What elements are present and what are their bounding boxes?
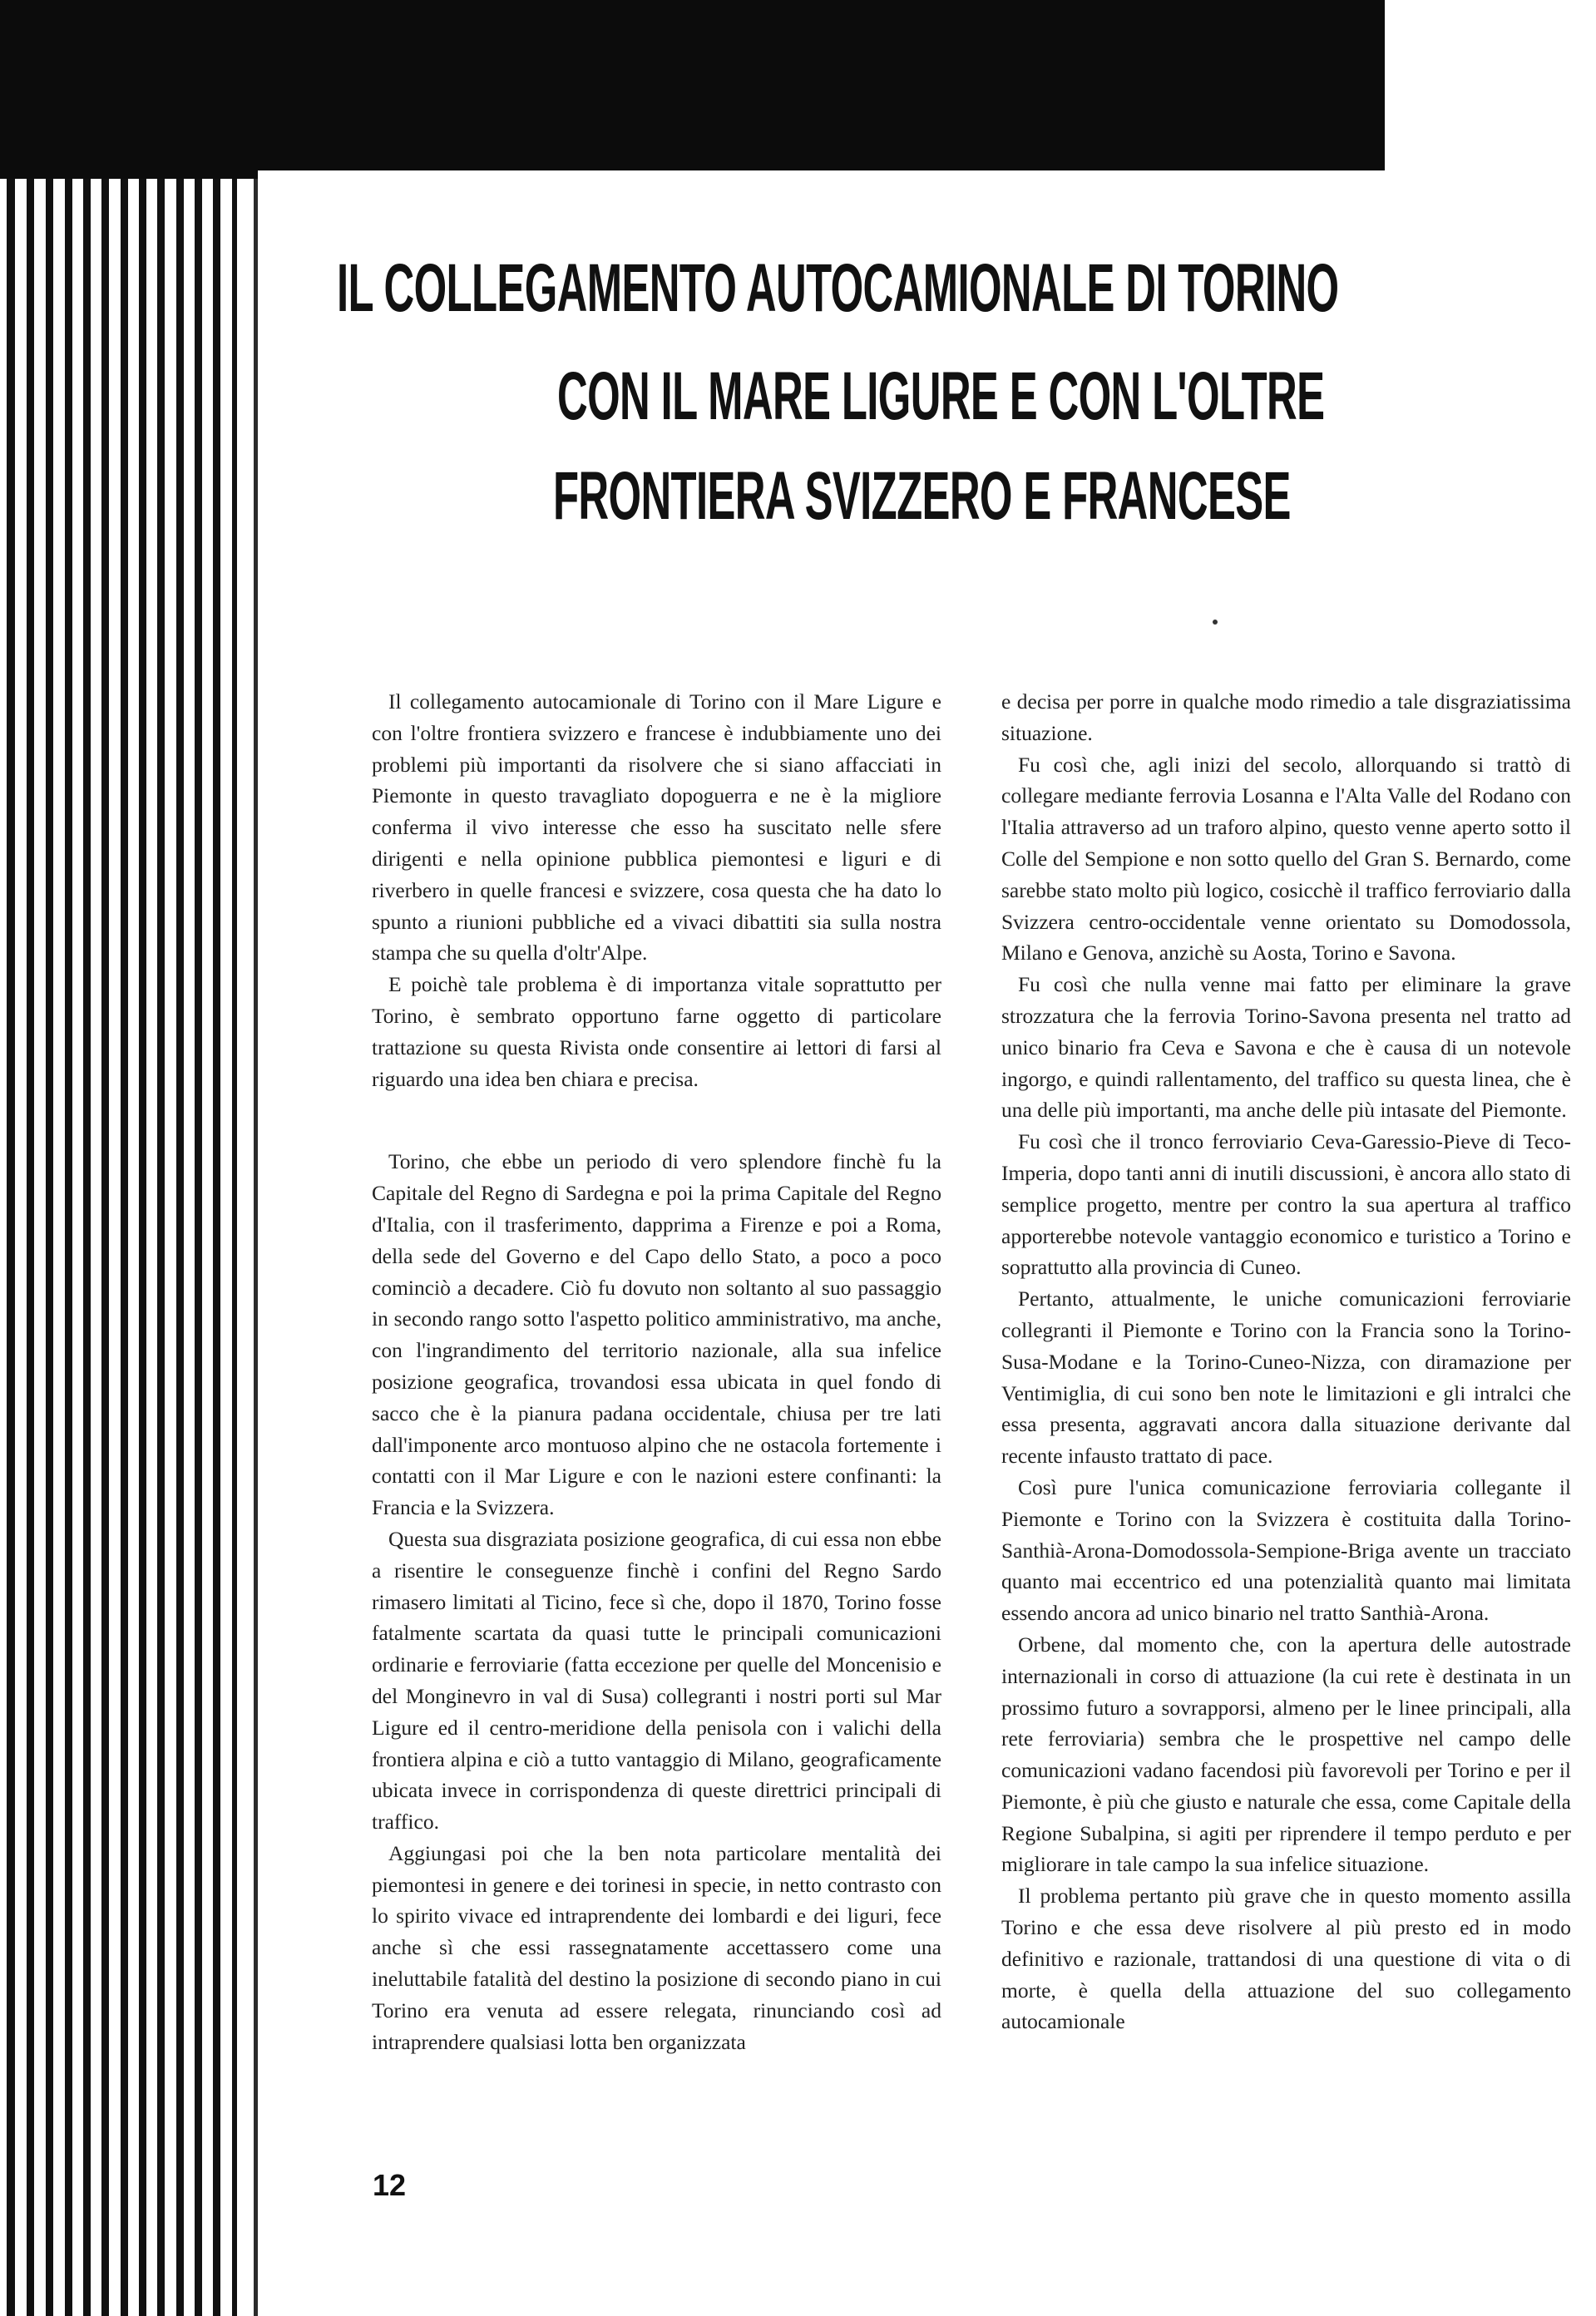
paragraph: Pertanto, attualmente, le uniche comunicazioni ferroviarie collegranti il Piemonte e Torino con la Francia sono la Torino-Susa-Modane e la Torino-Cuneo-Nizza, con diramazione per Ventimiglia, di cui sono ben note le limitazioni e gli intralci che essa presenta, aggravati ancora dalla situazione derivante dal recente infausto trattato di pace. xyxy=(1001,1286,1571,1469)
paragraph: e decisa per porre in qualche modo rimedio a tale disgraziatissima situazione. xyxy=(1001,689,1571,745)
page-edges-stack xyxy=(0,179,258,2316)
text-column-left xyxy=(372,686,941,2057)
title-line-3: FRONTIERA SVIZZERO E FRANCESE xyxy=(553,458,1291,534)
title-line-1: IL COLLEGAMENTO AUTOCAMIONALE DI TORINO xyxy=(337,250,1339,326)
paragraph: Torino, che ebbe un periodo di vero splendore finchè fu la Capitale del Regno di Sardegna e poi la prima Capitale del Regno d'Italia, con il trasferimento, dapprima a Firenze e poi a Roma, della sede del Governo e del Capo dello Stato, a poco a poco cominciò a decadere. Ciò fu dovuto non soltanto al suo passaggio in secondo rango sotto l'aspetto politico amministrativo, ma anche, con l'ingrandimento del territorio nazionale, alla sua infelice posizione geografica, trovandosi essa ubicata in quel fondo di sacco che è la pianura padana occidentale, chiusa per tre lati dall'imponente arco montuoso alpino che ne ostacola fortemente i contatti con il Mar Ligure e con le nazioni estere confinanti: la Francia e la Svizzera. xyxy=(372,1149,941,1520)
paragraph: Fu così che, agli inizi del secolo, allorquando si trattò di collegare mediante ferrovia Losanna e l'Alta Valle del Rodano con l'Italia attraverso ad un traforo alpino, questo venne aperto sotto il Colle del Sempione e non sotto quello del Gran S. Bernardo, come sarebbe stato molto più logico, cosicchè il traffico ferroviario dalla Svizzera centro-occidentale venne orientato su Domodossola, Milano e Genova, anzichè su Aosta, Torino e Savona. xyxy=(1001,752,1571,965)
paragraph: Fu così che il tronco ferroviario Ceva-Garessio-Pieve di Teco-Imperia, dopo tanti anni di inutili discussioni, è ancora allo stato di semplice progetto, mentre per contro la sua apertura al traffico apporterebbe notevole vantaggio economico e turistico a Torino e soprattutto alla provincia di Cuneo. xyxy=(1001,1129,1571,1280)
paragraph: Così pure l'unica comunicazione ferroviaria collegante il Piemonte e Torino con la Svizzera è costituita dalla Torino-Santhià-Arona-Domodossola-Sempione-Briga avente un tracciato quanto mai eccentrico ed una potenzialità quanto mai limitata essendo ancora ad unico binario nel tratto Santhià-Arona. xyxy=(1001,1474,1571,1626)
paragraph: Questa sua disgraziata posizione geografica, di cui essa non ebbe a risentire le conseguenze finchè i confini del Regno Sardo rimasero limitati al Ticino, fece sì che, dopo il 1870, Torino fosse fatalmente scartata da quasi tutte le principali comunicazioni ordinarie e ferroviarie (fatta eccezione per quelle del Moncenisio e del Monginevro in val di Susa) collegranti i nostri porti sul Mar Ligure ed il centro-meridione della penisola con i valichi della frontiera alpina e ciò a tutto vantaggio di Milano, geograficamente ubicata invece in corrispondenza di queste direttrici principali di traffico. xyxy=(372,1526,941,1835)
paragraph: Aggiungasi poi che la ben nota particolare mentalità dei piemontesi in genere e dei torinesi in specie, in netto contrasto con lo spirito vivace ed intraprendente dei lombardi e dei liguri, fece anche sì che essi rassegnatamente accettassero come una ineluttabile fatalità del destino la posizione di secondo piano in cui Torino era venuta ad essere relegata, rinunciando così ad intraprendere qualsiasi lotta ben organizzata xyxy=(372,1840,941,2054)
paragraph: Il collegamento autocamionale di Torino con il Mare Ligure e con l'oltre frontiera svizzero e francese è indubbiamente uno dei problemi più importanti da risolvere che si siano affacciati in Piemonte in questo travagliato dopoguerra e ne è la migliore conferma il vivo interesse che esso ha suscitato nelle sfere dirigenti e nella opinione pubblica piemontesi e liguri e di riverbero in quelle francesi e svizzere, cosa questa che ha dato lo spunto a riunioni pubbliche ed a vivaci dibattiti sia sulla nostra stampa che su quella d'oltr'Alpe. xyxy=(372,689,941,965)
paragraph: E poichè tale problema è di importanza vitale soprattutto per Torino, è sembrato opportuno farne oggetto di particolare trattazione su questa Rivista onde consentire ai lettori di farsi al riguardo una idea ben chiara e precisa. xyxy=(372,972,941,1091)
paragraph: Fu così che nulla venne mai fatto per eliminare la grave strozzatura che la ferrovia Torino-Savona presenta nel tratto ad unico binario fra Ceva e Savona e che è causa di un notevole ingorgo, e quindi rallentamento, del traffico su questa linea, che è una delle più importanti, ma anche delle più intasate del Piemonte. xyxy=(1001,972,1571,1123)
dark-background-band xyxy=(0,0,1385,179)
paragraph: Il problema pertanto più grave che in questo momento assilla Torino e che essa deve risolvere al più presto ed in modo definitivo e razionale, trattandosi di una questione di vita o di morte, è quella della attuazione del suo collegamento autocamionale xyxy=(1001,1884,1571,2034)
ornament-dot xyxy=(1213,620,1218,625)
section-gap xyxy=(372,1094,941,1146)
text-column-right xyxy=(1001,686,1571,2037)
title-line-2: CON IL MARE LIGURE E CON L'OLTRE xyxy=(557,358,1325,434)
page-number: 12 xyxy=(373,2168,407,2202)
article-page xyxy=(258,170,1596,2316)
paragraph: Orbene, dal momento che, con la apertura delle autostrade internazionali in corso di attuazione (la cui rete è destinata in un prossimo futuro a sovrapporsi, almeno per le linee principali, alla rete ferroviaria) sembra che le prospettive nel campo delle comunicazioni vadano facendosi più favorevoli per Torino e per il Piemonte, è più che giusto e naturale che essa, come Capitale della Regione Subalpina, si agiti per riprendere il tempo perduto e per migliorare in tale campo la sua infelice situazione. xyxy=(1001,1632,1571,1877)
